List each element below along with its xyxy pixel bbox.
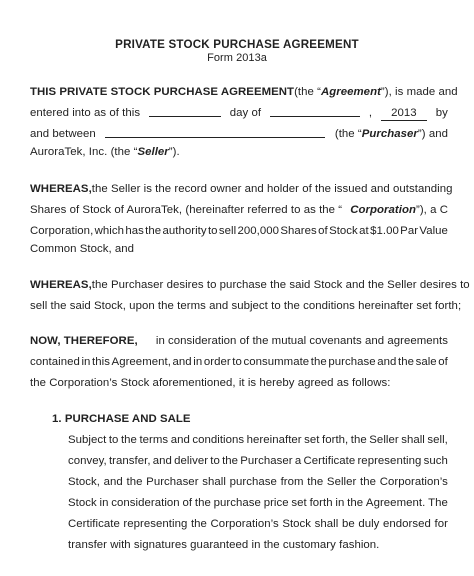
intro-lead: THIS PRIVATE STOCK PURCHASE AGREEMENT — [30, 86, 295, 98]
whereas1-line-3: Corporation, which has the authority to sell 200,000 Shares of Stock at $1.00 Par Value — [30, 225, 448, 237]
day-blank — [149, 106, 221, 117]
purchaser-definition: (the “Purchaser”) and — [334, 128, 448, 140]
now-therefore-line-2: contained in this Agreement, and in order to consummate the purchase and the sale of — [30, 356, 448, 368]
now-therefore-line-1: NOW, THEREFORE, in consideration of the mutual covenants and agreements — [30, 335, 448, 347]
now-therefore-line-3: the Corporation’s Stock aforementioned, it is hereby agreed as follows: — [30, 377, 391, 389]
whereas1-line-4: Common Stock, and — [30, 243, 135, 255]
whereas1-line-1: WHEREAS, the Seller is the record owner and holder of the issued and outstanding — [30, 183, 453, 195]
whereas2-lead: WHEREAS, — [30, 279, 92, 291]
section-1-line: convey, transfer, and deliver to the Purchaser a Certificate representing such — [68, 455, 448, 467]
year-field: 2013 — [381, 106, 427, 121]
form-number: Form 2013a — [207, 52, 267, 64]
by-text: by — [435, 107, 448, 119]
document-title: PRIVATE STOCK PURCHASE AGREEMENT — [115, 38, 359, 51]
section-1-line: Subject to the terms and conditions hereinafter set forth, the Seller shall sell, — [68, 434, 448, 446]
corporation-term: Corporation — [350, 204, 416, 216]
intro-line-3 — [30, 127, 448, 141]
whereas1-line-2: Shares of Stock of AuroraTek, (hereinafter referred to as the “ Corporation”), a C — [30, 204, 448, 216]
and-between-text: and between — [30, 128, 96, 140]
section-1-line: Stock in consideration of the purchase price set forth in the Agreement. The — [68, 497, 448, 509]
section-1-line: transfer with signatures guaranteed in the customary fashion. — [68, 539, 380, 551]
section-1-heading: 1. PURCHASE AND SALE — [52, 413, 191, 425]
entered-text: entered into as of this — [30, 107, 141, 119]
whereas1-lead: WHEREAS, — [30, 183, 92, 195]
seller-term: Seller — [137, 146, 169, 158]
agreement-term: Agreement — [320, 86, 381, 98]
agreement-definition: (the “Agreement”), is made and — [294, 86, 458, 98]
intro-line-4: AuroraTek, Inc. (the “Seller”). — [30, 146, 180, 158]
now-therefore-lead: NOW, THEREFORE, — [30, 335, 138, 347]
purchaser-term: Purchaser — [361, 128, 418, 140]
day-of-text: day of — [229, 107, 262, 119]
month-blank — [270, 106, 360, 117]
whereas2-line-1: WHEREAS, the Purchaser desires to purchase the said Stock and the Seller desires to — [30, 279, 470, 291]
section-1-line: Certificate representing the Corporation’s Stock shall be duly endorsed for — [68, 518, 448, 530]
intro-line-1 — [30, 85, 458, 99]
whereas2-line-2: sell the said Stock, upon the terms and subject to the conditions hereinafter set forth; — [30, 300, 462, 312]
section-1-line: Stock, and the Purchaser shall purchase from the Seller the Corporation’s — [68, 476, 448, 488]
purchaser-name-blank — [105, 127, 325, 138]
intro-line-2: entered into as of this day of , 2013 by — [30, 107, 448, 119]
